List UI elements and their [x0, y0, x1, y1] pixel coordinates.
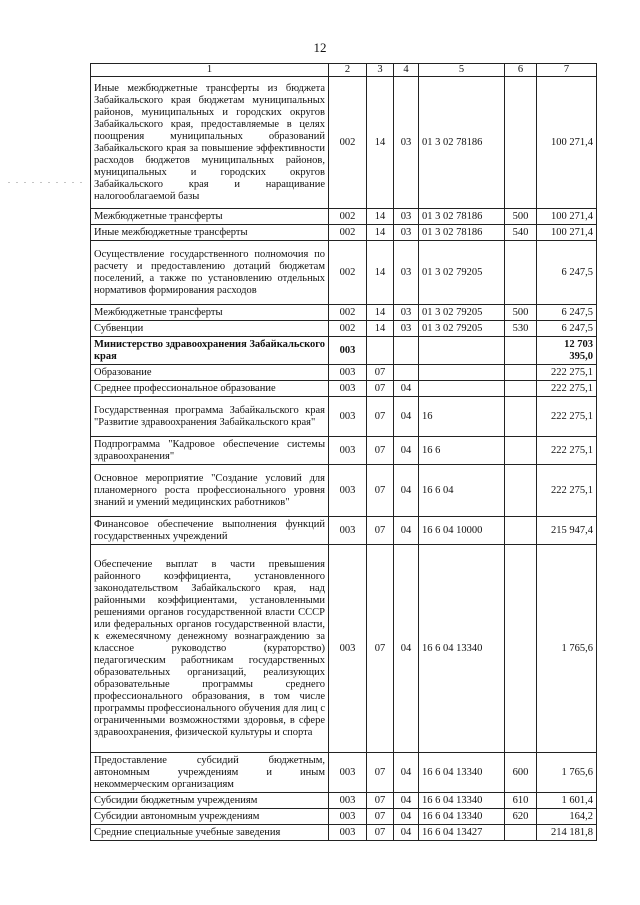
amount-value: 222 275,1	[537, 365, 597, 381]
table-row	[91, 381, 597, 397]
section-code: 14	[367, 209, 394, 225]
table-row	[91, 753, 597, 793]
table-row	[91, 225, 597, 241]
section-code: 07	[367, 397, 394, 437]
target-article-code	[419, 365, 505, 381]
table-row	[91, 793, 597, 809]
table-row	[91, 809, 597, 825]
amount-value: 6 247,5	[537, 321, 597, 337]
expense-type-code	[505, 365, 537, 381]
ministry-code: 003	[329, 825, 367, 841]
amount-value: 214 181,8	[537, 825, 597, 841]
target-article-code: 01 3 02 78186	[419, 209, 505, 225]
budget-table-body	[91, 64, 597, 841]
expense-type-code: 500	[505, 305, 537, 321]
ministry-code: 003	[329, 381, 367, 397]
expense-type-code	[505, 77, 537, 209]
row-name: Межбюджетные трансферты	[91, 305, 329, 321]
amount-value: 1 765,6	[537, 753, 597, 793]
row-name: Министерство здравоохранения Забайкальского края	[91, 337, 329, 365]
amount-value: 164,2	[537, 809, 597, 825]
amount-value: 215 947,4	[537, 517, 597, 545]
section-code	[367, 337, 394, 365]
section-code: 07	[367, 825, 394, 841]
amount-value: 1 601,4	[537, 793, 597, 809]
row-name: Осуществление государственного полномочия по расчету и предоставлению дотаций бюджетам поселений, а также по установлению отдельных нормативов формирования расходов	[91, 241, 329, 305]
table-row	[91, 397, 597, 437]
expense-type-code	[505, 381, 537, 397]
table-row	[91, 517, 597, 545]
section-code: 07	[367, 545, 394, 753]
target-article-code	[419, 337, 505, 365]
expense-type-code: 600	[505, 753, 537, 793]
expense-type-code	[505, 517, 537, 545]
subsection-code: 03	[394, 77, 419, 209]
ministry-code: 003	[329, 465, 367, 517]
section-code: 07	[367, 437, 394, 465]
target-article-code: 16 6 04 10000	[419, 517, 505, 545]
table-row	[91, 305, 597, 321]
expense-type-code	[505, 465, 537, 517]
subsection-code: 03	[394, 321, 419, 337]
row-name: Субсидии автономным учреждениям	[91, 809, 329, 825]
ministry-code: 003	[329, 397, 367, 437]
section-code: 14	[367, 305, 394, 321]
column-number: 1	[91, 64, 329, 77]
row-name: Иные межбюджетные трансферты	[91, 225, 329, 241]
row-name: Государственная программа Забайкальского края "Развитие здравоохранения Забайкальского края"	[91, 397, 329, 437]
table-row	[91, 321, 597, 337]
expense-type-code: 530	[505, 321, 537, 337]
subsection-code: 04	[394, 437, 419, 465]
ministry-code: 003	[329, 809, 367, 825]
section-code: 07	[367, 753, 394, 793]
table-row	[91, 209, 597, 225]
ministry-code: 003	[329, 337, 367, 365]
target-article-code: 16 6 04 13340	[419, 793, 505, 809]
ministry-code: 003	[329, 437, 367, 465]
subsection-code: 04	[394, 793, 419, 809]
row-name: Финансовое обеспечение выполнения функций государственных учреждений	[91, 517, 329, 545]
ministry-code: 003	[329, 793, 367, 809]
target-article-code: 16 6 04 13340	[419, 809, 505, 825]
amount-value: 100 271,4	[537, 225, 597, 241]
target-article-code: 01 3 02 79205	[419, 305, 505, 321]
subsection-code: 04	[394, 381, 419, 397]
ministry-code: 002	[329, 209, 367, 225]
subsection-code: 03	[394, 225, 419, 241]
section-code: 07	[367, 465, 394, 517]
table-header-row	[91, 64, 597, 77]
target-article-code: 01 3 02 79205	[419, 321, 505, 337]
table-row	[91, 465, 597, 517]
column-number: 3	[367, 64, 394, 77]
target-article-code: 16 6 04	[419, 465, 505, 517]
amount-value: 1 765,6	[537, 545, 597, 753]
column-number: 4	[394, 64, 419, 77]
row-name: Субвенции	[91, 321, 329, 337]
budget-table	[90, 63, 597, 841]
target-article-code: 16 6 04 13340	[419, 545, 505, 753]
target-article-code	[419, 381, 505, 397]
expense-type-code: 500	[505, 209, 537, 225]
subsection-code: 04	[394, 809, 419, 825]
row-name: Основное мероприятие "Создание условий для планомерного роста профессионального уровня знаний и умений медицинских работников"	[91, 465, 329, 517]
expense-type-code	[505, 437, 537, 465]
subsection-code: 03	[394, 241, 419, 305]
table-row	[91, 437, 597, 465]
subsection-code: 03	[394, 305, 419, 321]
target-article-code: 01 3 02 78186	[419, 225, 505, 241]
subsection-code: 04	[394, 465, 419, 517]
section-code: 07	[367, 365, 394, 381]
amount-value: 100 271,4	[537, 77, 597, 209]
amount-value: 222 275,1	[537, 465, 597, 517]
subsection-code: 04	[394, 825, 419, 841]
ministry-code: 002	[329, 305, 367, 321]
expense-type-code	[505, 241, 537, 305]
column-number: 7	[537, 64, 597, 77]
ministry-code: 003	[329, 517, 367, 545]
expense-type-code: 610	[505, 793, 537, 809]
amount-value: 222 275,1	[537, 397, 597, 437]
table-row	[91, 337, 597, 365]
section-code: 14	[367, 225, 394, 241]
row-name: Межбюджетные трансферты	[91, 209, 329, 225]
column-number: 5	[419, 64, 505, 77]
row-name: Средние специальные учебные заведения	[91, 825, 329, 841]
target-article-code: 16 6 04 13427	[419, 825, 505, 841]
row-name: Среднее профессиональное образование	[91, 381, 329, 397]
ministry-code: 003	[329, 545, 367, 753]
ministry-code: 002	[329, 321, 367, 337]
expense-type-code	[505, 825, 537, 841]
section-code: 14	[367, 77, 394, 209]
row-name: Обеспечение выплат в части превышения районного коэффициента, установленного законодательством Забайкальского края, над районными коэффициентами, установленными решениями органов государственной власти СССР или федеральных органов государственной власти, к ежемесячному денежному вознаграждению за классное руководство (кураторство) педагогическим работникам государственных образовательных организаций, реализующих образовательные программы среднего профессионального образования, в том числе программы профессионального обучения для лиц с ограниченными возможностями здоровья, в сфере здравоохранения, физической культуры и спорта	[91, 545, 329, 753]
row-name: Предоставление субсидий бюджетным, автономным учреждениям и иным некоммерческим организациям	[91, 753, 329, 793]
target-article-code: 16 6 04 13340	[419, 753, 505, 793]
row-name: Иные межбюджетные трансферты из бюджета Забайкальского края бюджетам муниципальных районов, муниципальных и городских округов Забайкальского края, предоставляемые в целях поощрения муниципальных образований Забайкальского края за повышение эффективности расходов бюджетов муниципальных районов, муниципальных и городских округов Забайкальского края и наращивание налогооблагаемой базы	[91, 77, 329, 209]
section-code: 07	[367, 793, 394, 809]
ministry-code: 002	[329, 241, 367, 305]
row-name: Образование	[91, 365, 329, 381]
expense-type-code	[505, 397, 537, 437]
target-article-code: 01 3 02 79205	[419, 241, 505, 305]
expense-type-code	[505, 337, 537, 365]
target-article-code: 16	[419, 397, 505, 437]
ministry-code: 003	[329, 365, 367, 381]
amount-value: 222 275,1	[537, 437, 597, 465]
section-code: 07	[367, 809, 394, 825]
section-code: 07	[367, 381, 394, 397]
table-row	[91, 545, 597, 753]
subsection-code: 03	[394, 209, 419, 225]
table-row	[91, 825, 597, 841]
table-row	[91, 365, 597, 381]
amount-value: 12 703 395,0	[537, 337, 597, 365]
subsection-code	[394, 337, 419, 365]
section-code: 14	[367, 321, 394, 337]
subsection-code: 04	[394, 545, 419, 753]
ministry-code: 003	[329, 753, 367, 793]
margin-marks: . . . . . . . . . .	[8, 176, 84, 185]
page-number: 12	[313, 40, 327, 55]
ministry-code: 002	[329, 77, 367, 209]
row-name: Подпрограмма "Кадровое обеспечение системы здравоохранения"	[91, 437, 329, 465]
amount-value: 100 271,4	[537, 209, 597, 225]
column-number: 2	[329, 64, 367, 77]
subsection-code: 04	[394, 517, 419, 545]
expense-type-code: 540	[505, 225, 537, 241]
target-article-code: 16 6	[419, 437, 505, 465]
subsection-code	[394, 365, 419, 381]
subsection-code: 04	[394, 753, 419, 793]
table-row	[91, 77, 597, 209]
expense-type-code	[505, 545, 537, 753]
expense-type-code: 620	[505, 809, 537, 825]
table-row	[91, 241, 597, 305]
section-code: 07	[367, 517, 394, 545]
section-code: 14	[367, 241, 394, 305]
subsection-code: 04	[394, 397, 419, 437]
amount-value: 222 275,1	[537, 381, 597, 397]
column-number: 6	[505, 64, 537, 77]
ministry-code: 002	[329, 225, 367, 241]
target-article-code: 01 3 02 78186	[419, 77, 505, 209]
amount-value: 6 247,5	[537, 305, 597, 321]
amount-value: 6 247,5	[537, 241, 597, 305]
row-name: Субсидии бюджетным учреждениям	[91, 793, 329, 809]
